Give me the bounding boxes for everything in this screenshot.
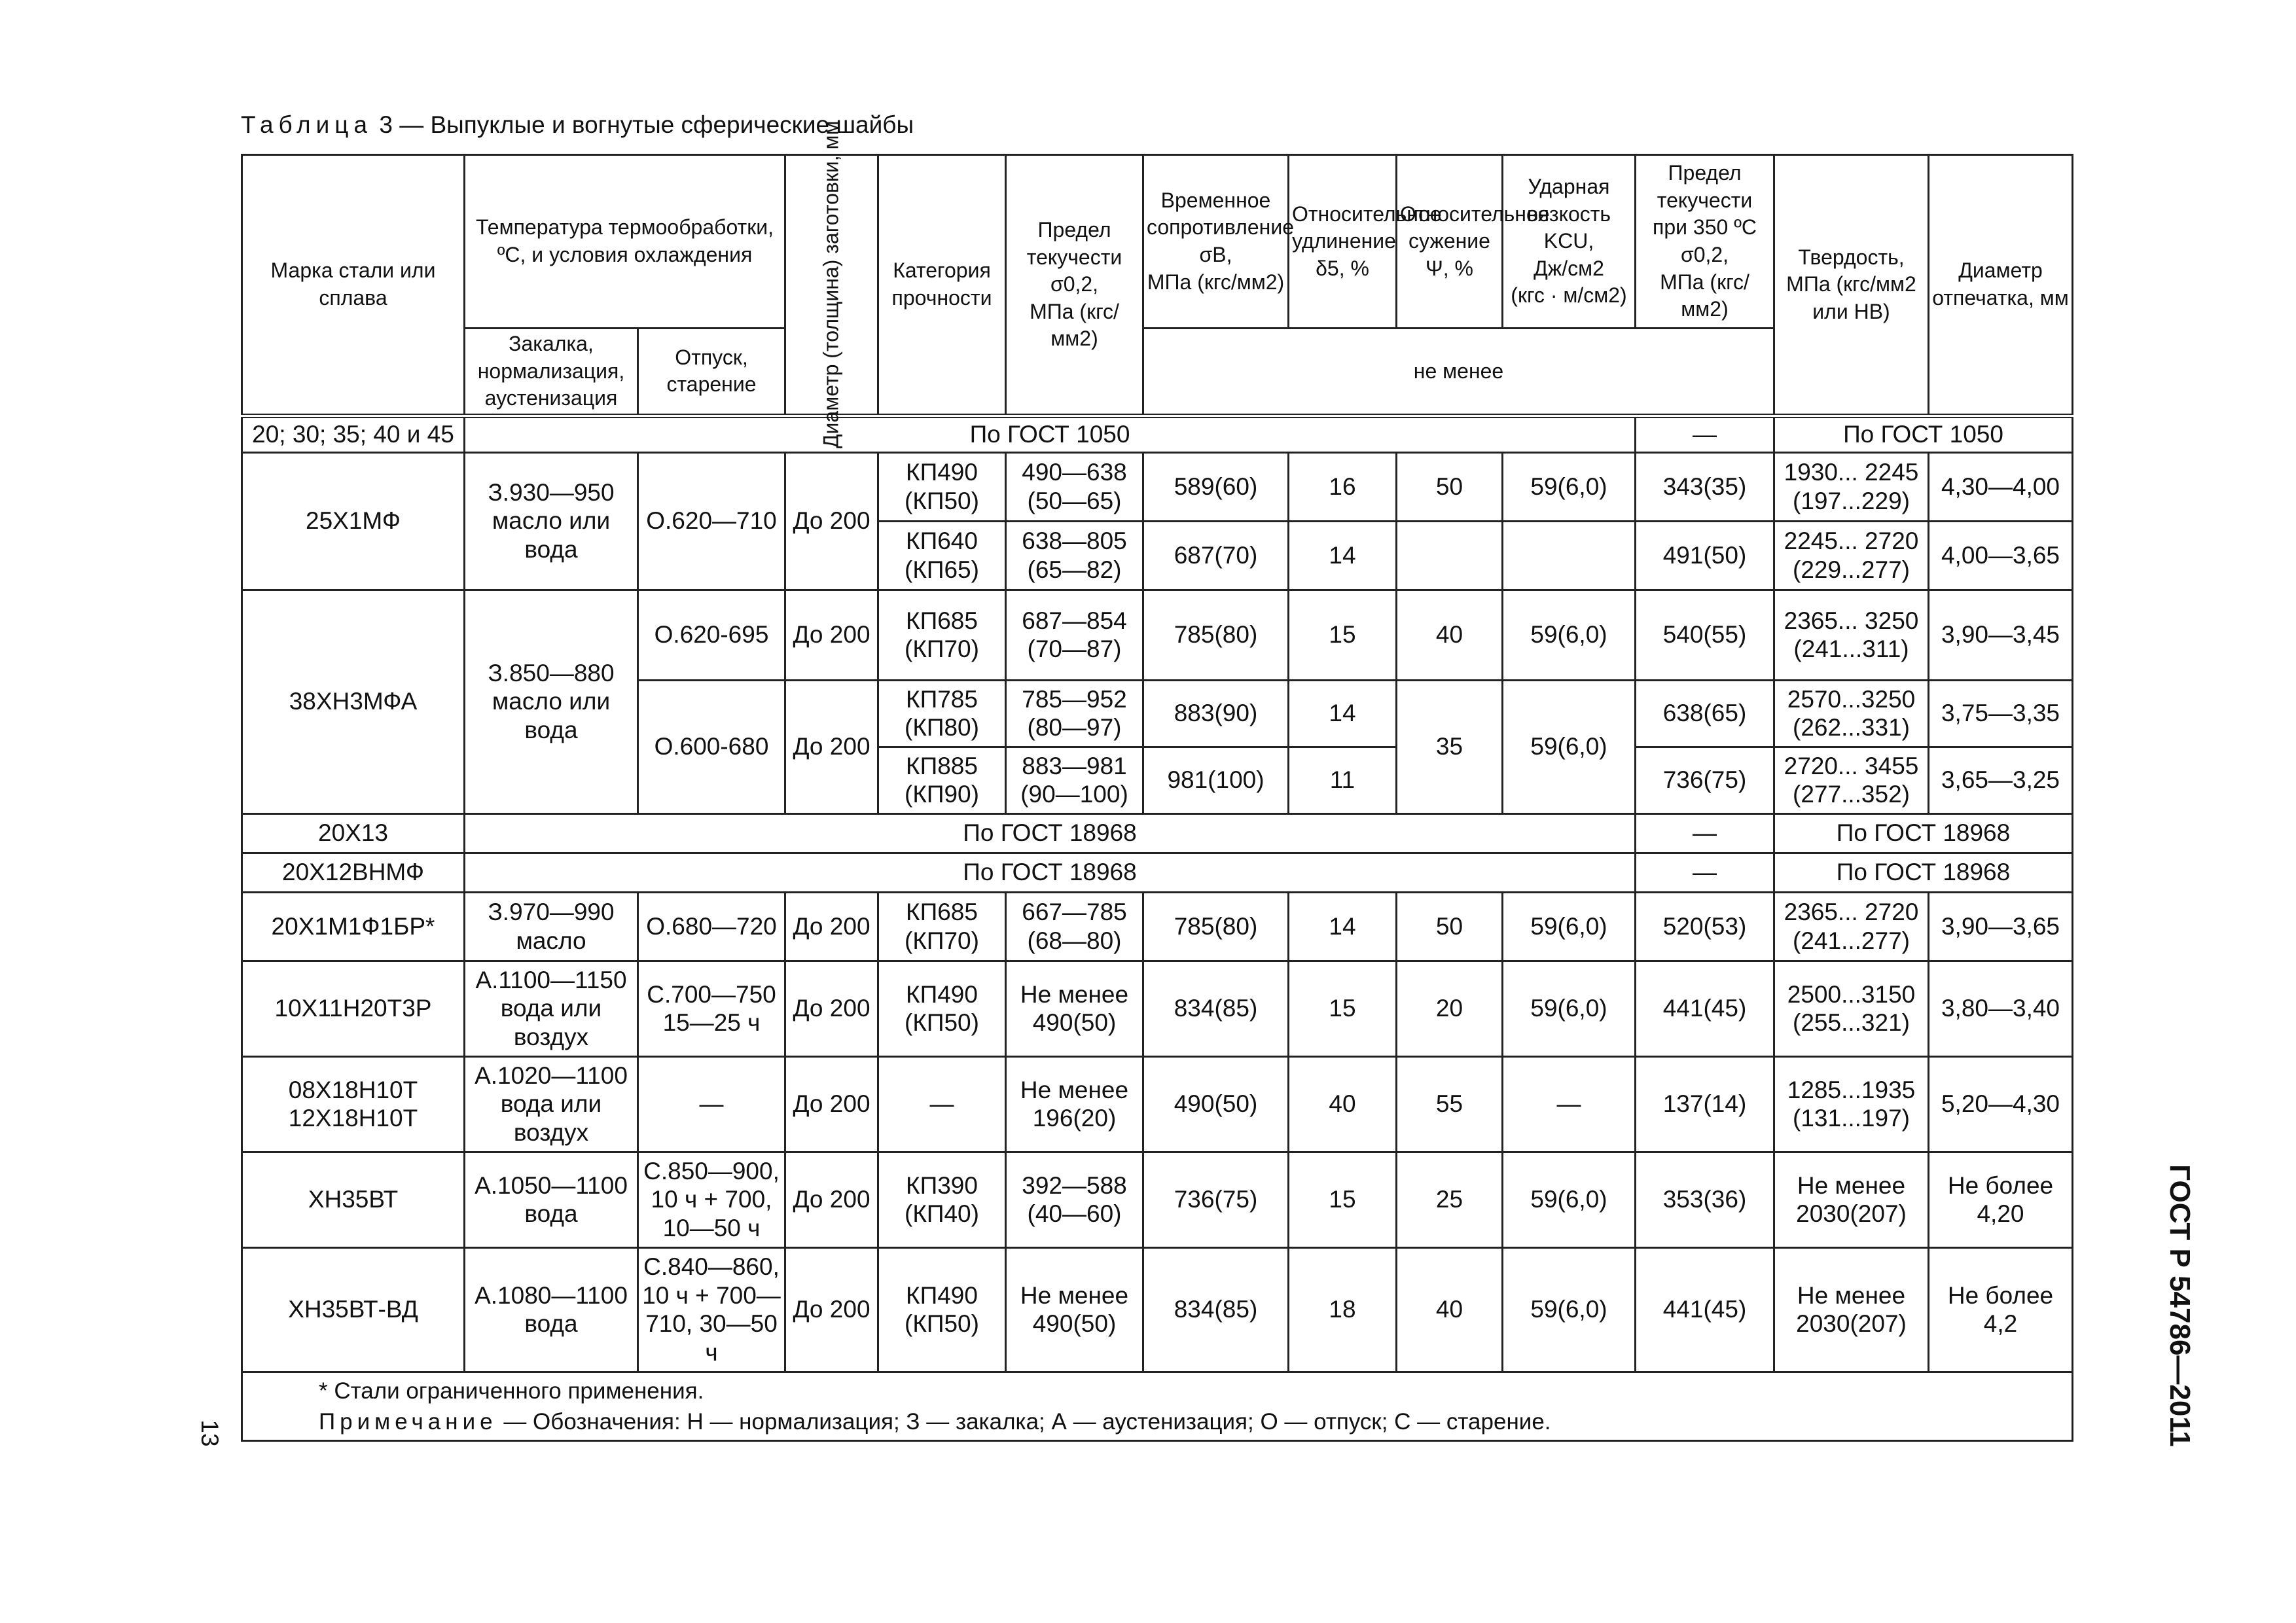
table-notes-row [242,1372,2073,1441]
cell-reduction: 35 [1397,680,1503,813]
cell-imprint: 4,30—4,00 [1929,452,2073,521]
document-designation: ГОСТ Р 54786—2011 [2164,1164,2196,1447]
cell-yield-350: 137(14) [1636,1056,1774,1152]
header-category: Категория прочности [878,155,1006,416]
cell-tensile: 736(75) [1143,1152,1289,1247]
cell-diameter: До 200 [785,1056,878,1152]
cell-imprint: 3,80—3,40 [1929,961,2073,1056]
table-row [242,813,2073,853]
cell-hardness: Не менее 2030(207) [1774,1247,1929,1372]
cell-reduction: 40 [1397,1247,1503,1372]
cell-tensile: 589(60) [1143,452,1289,521]
cell-imprint: Не более 4,20 [1929,1152,2073,1247]
cell-quench: З.850—880 масло или вода [465,590,638,813]
cell-grade: 20; 30; 35; 40 и 45 [242,416,465,452]
header-temper: Отпуск, старение [638,329,785,416]
cell-quench: А.1100—1150 вода или воздух [465,961,638,1056]
cell-elongation: 18 [1289,1247,1397,1372]
cell-tensile: 883(90) [1143,680,1289,747]
cell-imprint: 3,90—3,45 [1929,590,2073,680]
cell-hardness: 2500...3150 (255...321) [1774,961,1929,1056]
cell-standard: По ГОСТ 18968 [465,813,1636,853]
cell-category: КП390 (КП40) [878,1152,1006,1247]
cell-tensile: 834(85) [1143,1247,1289,1372]
cell-grade: 38ХН3МФА [242,590,465,813]
cell-category: КП490 (КП50) [878,1247,1006,1372]
cell-yield: Не менее 196(20) [1006,1056,1143,1152]
cell-quench: З.970—990 масло [465,892,638,961]
header-diameter: Диаметр (толщина) заготовки, мм [785,155,878,416]
cell-imprint: 4,00—3,65 [1929,521,2073,590]
cell-imprint: 3,90—3,65 [1929,892,2073,961]
cell-diameter: До 200 [785,961,878,1056]
cell-diameter: До 200 [785,1152,878,1247]
table-row [242,892,2073,961]
cell-imprint: Не более 4,2 [1929,1247,2073,1372]
cell-reduction: 55 [1397,1056,1503,1152]
cell-tensile: 785(80) [1143,590,1289,680]
cell-category: КП640 (КП65) [878,521,1006,590]
header-not-less: не менее [1143,329,1774,416]
cell-impact: 59(6,0) [1503,680,1636,813]
cell-grade: ХН35ВТ-ВД [242,1247,465,1372]
cell-quench: З.930—950 масло или вода [465,452,638,590]
cell-grade: 08Х18Н10Т 12Х18Н10Т [242,1056,465,1152]
cell-quench: А.1080—1100 вода [465,1247,638,1372]
header-grade: Марка стали или сплава [242,155,465,416]
cell-grade: 10Х11Н20Т3Р [242,961,465,1056]
table-row [242,452,2073,521]
footnote: * Стали ограниченного применения. [319,1378,704,1404]
cell-temper: — [638,1056,785,1152]
cell-impact: 59(6,0) [1503,1152,1636,1247]
cell-elongation: 40 [1289,1056,1397,1152]
cell-temper: С.850—900, 10 ч + 700, 10—50 ч [638,1152,785,1247]
cell-hardness: По ГОСТ 18968 [1774,853,2073,892]
cell-yield-350: 638(65) [1636,680,1774,747]
caption-text: 3 — Выпуклые и вогнутые сферические шайбы [379,111,914,138]
header-imprint: Диаметр отпечатка, мм [1929,155,2073,416]
cell-category: — [878,1056,1006,1152]
cell-hardness: 1285...1935 (131...197) [1774,1056,1929,1152]
cell-hardness: По ГОСТ 1050 [1774,416,2073,452]
cell-reduction: 50 [1397,452,1503,521]
cell-hardness: 2365... 2720 (241...277) [1774,892,1929,961]
cell-yield: 490—638 (50—65) [1006,452,1143,521]
cell-imprint: 3,65—3,25 [1929,747,2073,813]
cell-reduction: 40 [1397,590,1503,680]
cell-temper: О.600-680 [638,680,785,813]
cell-imprint: 5,20—4,30 [1929,1056,2073,1152]
cell-hardness: 1930... 2245 (197...229) [1774,452,1929,521]
cell-hardness: 2245... 2720 (229...277) [1774,521,1929,590]
cell-diameter: До 200 [785,680,878,813]
header-hardness: Твердость, МПа (кгс/мм2 или НВ) [1774,155,1929,416]
cell-yield: 687—854 (70—87) [1006,590,1143,680]
cell-impact [1503,521,1636,590]
cell-tensile: 785(80) [1143,892,1289,961]
cell-yield: Не менее 490(50) [1006,961,1143,1056]
cell-elongation: 15 [1289,590,1397,680]
header-reduction: Относительное сужение Ψ, % [1397,155,1503,329]
cell-grade: 20Х13 [242,813,465,853]
cell-elongation: 14 [1289,680,1397,747]
cell-yield: 392—588 (40—60) [1006,1152,1143,1247]
header-temp-group: Температура термообработки, ºС, и условия охлаждения [465,155,785,329]
cell-hardness: 2720... 3455 (277...352) [1774,747,1929,813]
cell-elongation: 15 [1289,961,1397,1056]
cell-reduction [1397,521,1503,590]
cell-hardness: По ГОСТ 18968 [1774,813,2073,853]
cell-standard: По ГОСТ 1050 [465,416,1636,452]
table-row [242,1247,2073,1372]
cell-impact: 59(6,0) [1503,1247,1636,1372]
note [319,1406,2072,1437]
cell-elongation: 15 [1289,1152,1397,1247]
cell-yield: 883—981 (90—100) [1006,747,1143,813]
cell-grade: 25Х1МФ [242,452,465,590]
caption-prefix: Таблица [241,111,373,138]
cell-impact: — [1503,1056,1636,1152]
cell-temper: С.700—750 15—25 ч [638,961,785,1056]
cell-category: КП490 (КП50) [878,452,1006,521]
cell-reduction: 25 [1397,1152,1503,1247]
table-row [242,590,2073,680]
cell-diameter: До 200 [785,590,878,680]
cell-elongation: 14 [1289,892,1397,961]
table-row [242,416,2073,452]
table-notes [242,1372,2073,1441]
cell-tensile: 687(70) [1143,521,1289,590]
cell-impact: 59(6,0) [1503,452,1636,521]
cell-elongation: 14 [1289,521,1397,590]
cell-impact: 59(6,0) [1503,961,1636,1056]
cell-temper: О.620—710 [638,452,785,590]
cell-tensile: 834(85) [1143,961,1289,1056]
cell-quench: А.1020—1100 вода или воздух [465,1056,638,1152]
cell-category: КП490 (КП50) [878,961,1006,1056]
cell-hardness: 2570...3250 (262...331) [1774,680,1929,747]
cell-diameter: До 200 [785,892,878,961]
cell-elongation: 16 [1289,452,1397,521]
header-impact: Ударная вязкость KCU, Дж/см2 (кгс · м/см2) [1503,155,1636,329]
header-yield: Предел текучести σ0,2, МПа (кгс/мм2) [1006,155,1143,416]
cell-hardness: 2365... 3250 (241...311) [1774,590,1929,680]
cell-yield: Не менее 490(50) [1006,1247,1143,1372]
cell-category: КП885 (КП90) [878,747,1006,813]
cell-yield-350: 441(45) [1636,1247,1774,1372]
cell-quench: А.1050—1100 вода [465,1152,638,1247]
cell-category: КП785 (КП80) [878,680,1006,747]
cell-grade: 20Х12ВНМФ [242,853,465,892]
table-row [242,961,2073,1056]
cell-yield-350: 353(36) [1636,1152,1774,1247]
cell-yield-350: 520(53) [1636,892,1774,961]
cell-category: КП685 (КП70) [878,590,1006,680]
header-elongation: Относительное удлинение δ5, % [1289,155,1397,329]
cell-elongation: 11 [1289,747,1397,813]
page-number: 13 [196,1419,223,1447]
cell-yield-350: 491(50) [1636,521,1774,590]
header-yield-350: Предел текучести при 350 ºС σ0,2, МПа (кгс/мм2) [1636,155,1774,329]
cell-grade: ХН35ВТ [242,1152,465,1247]
cell-yield-350: 441(45) [1636,961,1774,1056]
table-caption [241,111,914,139]
cell-diameter: До 200 [785,1247,878,1372]
cell-category: КП685 (КП70) [878,892,1006,961]
cell-temper: О.680—720 [638,892,785,961]
cell-yield: 785—952 (80—97) [1006,680,1143,747]
cell-tensile: 490(50) [1143,1056,1289,1152]
cell-reduction: 50 [1397,892,1503,961]
cell-grade: 20Х1М1Ф1БР* [242,892,465,961]
cell-reduction: 20 [1397,961,1503,1056]
cell-yield-350: — [1636,813,1774,853]
cell-yield-350: 540(55) [1636,590,1774,680]
cell-impact: 59(6,0) [1503,590,1636,680]
cell-temper: О.620-695 [638,590,785,680]
cell-yield-350: 736(75) [1636,747,1774,813]
cell-yield-350: — [1636,416,1774,452]
table-row [242,1056,2073,1152]
cell-diameter: До 200 [785,452,878,590]
note-label: Примечание [319,1409,497,1435]
note-text: — Обозначения: Н — нормализация; З — закалка; А — аустенизация; О — отпуск; С — старение. [497,1409,1551,1435]
table-row [242,853,2073,892]
cell-yield: 667—785 (68—80) [1006,892,1143,961]
header-tensile: Временное сопротивление σB, МПа (кгс/мм2) [1143,155,1289,329]
cell-temper: С.840—860, 10 ч + 700—710, 30—50 ч [638,1247,785,1372]
cell-hardness: Не менее 2030(207) [1774,1152,1929,1247]
cell-yield-350: — [1636,853,1774,892]
cell-yield-350: 343(35) [1636,452,1774,521]
cell-standard: По ГОСТ 18968 [465,853,1636,892]
cell-imprint: 3,75—3,35 [1929,680,2073,747]
cell-tensile: 981(100) [1143,747,1289,813]
header-quench: Закалка, нормализация, аустенизация [465,329,638,416]
cell-yield: 638—805 (65—82) [1006,521,1143,590]
cell-impact: 59(6,0) [1503,892,1636,961]
table-row [242,1152,2073,1247]
